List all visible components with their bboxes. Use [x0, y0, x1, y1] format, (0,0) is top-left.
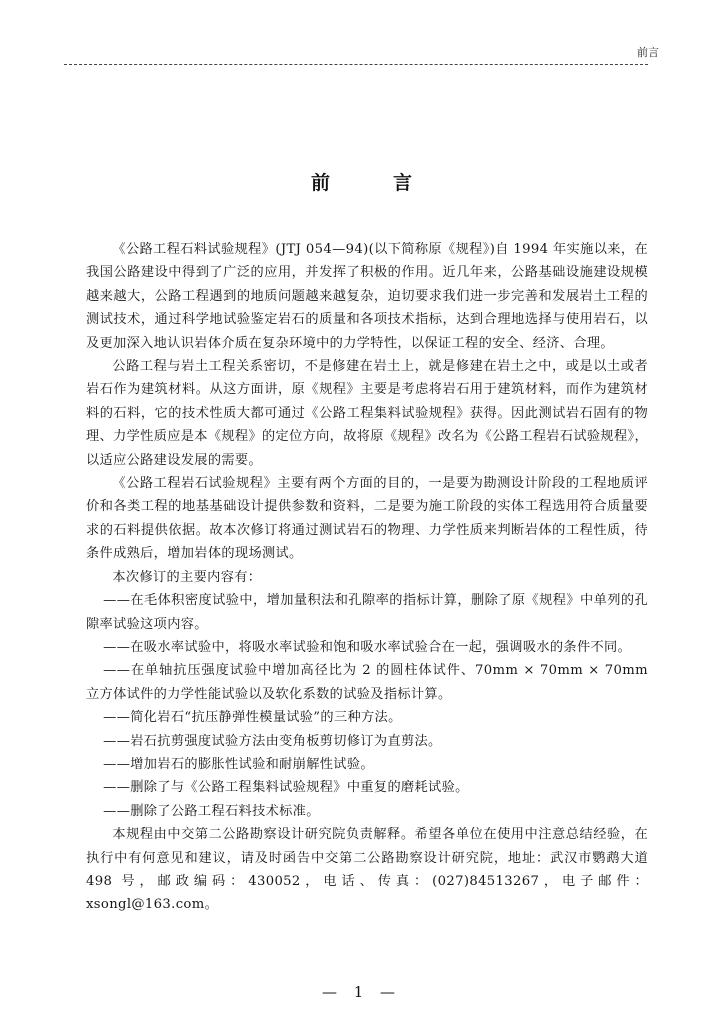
revision-item: ——增加岩石的膨胀性试验和耐崩解性试验。	[103, 756, 374, 772]
revision-item: ——简化岩石“抗压静弹性模量试验”的三种方法。	[103, 710, 402, 726]
body-text	[86, 238, 648, 917]
revision-item: ——在单轴抗压强度试验中增加高径比为 2 的圆柱体试件、70mm × 70mm × 70mm 立方体试件的力学性能试验以及软化系数的试验及指标计算。	[86, 663, 648, 702]
paragraph: 《公路工程岩石试验规程》主要有两个方面的目的，一是要为勘测设计阶段的工程地质评价和各类工程的地基基础设计提供参数和资料，二是要为施工阶段的实体工程选用符合质量要求的石料提供依据。故本次修订将通过测试岩石的物理、力学性质来判断岩体的工程性质，待条件成熟后，增加岩体的现场测试。	[86, 476, 648, 562]
closing-paragraph: 本规程由中交第二公路勘察设计研究院负责解释。希望各单位在使用中注意总结经验，在执行中有何意见和建议，请及时函告中交第二公路勘察设计研究院，地址：武汉市鹦鹉大道 498 号，邮政编码：430052，电话、传真：(027)84513267，电子邮件：xsongl@163.com。	[86, 827, 648, 913]
revision-item: ——删除了与《公路工程集料试验规程》中重复的磨耗试验。	[103, 780, 469, 796]
revision-item: ——删除了公路工程石料技术标准。	[103, 803, 320, 819]
page-number: — 1 —	[321, 983, 402, 1001]
header-rule	[64, 64, 648, 65]
revision-item: ——岩石抗剪强度试验方法由变角板剪切修订为直剪法。	[103, 733, 442, 749]
paragraph: 公路工程与岩土工程关系密切，不是修建在岩土上，就是修建在岩土之中，或是以土或者岩石作为建筑材料。从这方面讲，原《规程》主要是考虑将岩石用于建筑材料，而作为建筑材料的石料，它的技术性质大都可通过《公路工程集料试验规程》获得。因此测试岩石固有的物理、力学性质应是本《规程》的定位方向，故将原《规程》改名为《公路工程岩石试验规程》，以适应公路建设发展的需要。	[86, 359, 648, 468]
revision-item: ——在吸水率试验中，将吸水率试验和饱和吸水率试验合在一起，强调吸水的条件不同。	[103, 639, 632, 655]
running-head: 前言	[637, 46, 659, 59]
revision-item: ——在毛体积密度试验中，增加量积法和孔隙率的指标计算，删除了原《规程》中单列的孔隙率试验这项内容。	[86, 593, 648, 632]
paragraph: 本次修订的主要内容有：	[112, 569, 262, 585]
page-title: 前 言	[310, 172, 434, 194]
paragraph: 《公路工程石料试验规程》(JTJ 054—94)(以下简称原《规程》)自 1994 年实施以来，在我国公路建设中得到了广泛的应用，并发挥了积极的作用。近几年来，公路基础设施建设规模越来越大，公路工程遇到的地质问题越来越复杂，迫切要求我们进一步完善和发展岩土工程的测试技术，通过科学地试验鉴定岩石的质量和各项技术指标，达到合理地选择与使用岩石，以及更加深入地认识岩体介质在复杂环境中的力学特性，以保证工程的安全、经济、合理。	[86, 242, 648, 351]
